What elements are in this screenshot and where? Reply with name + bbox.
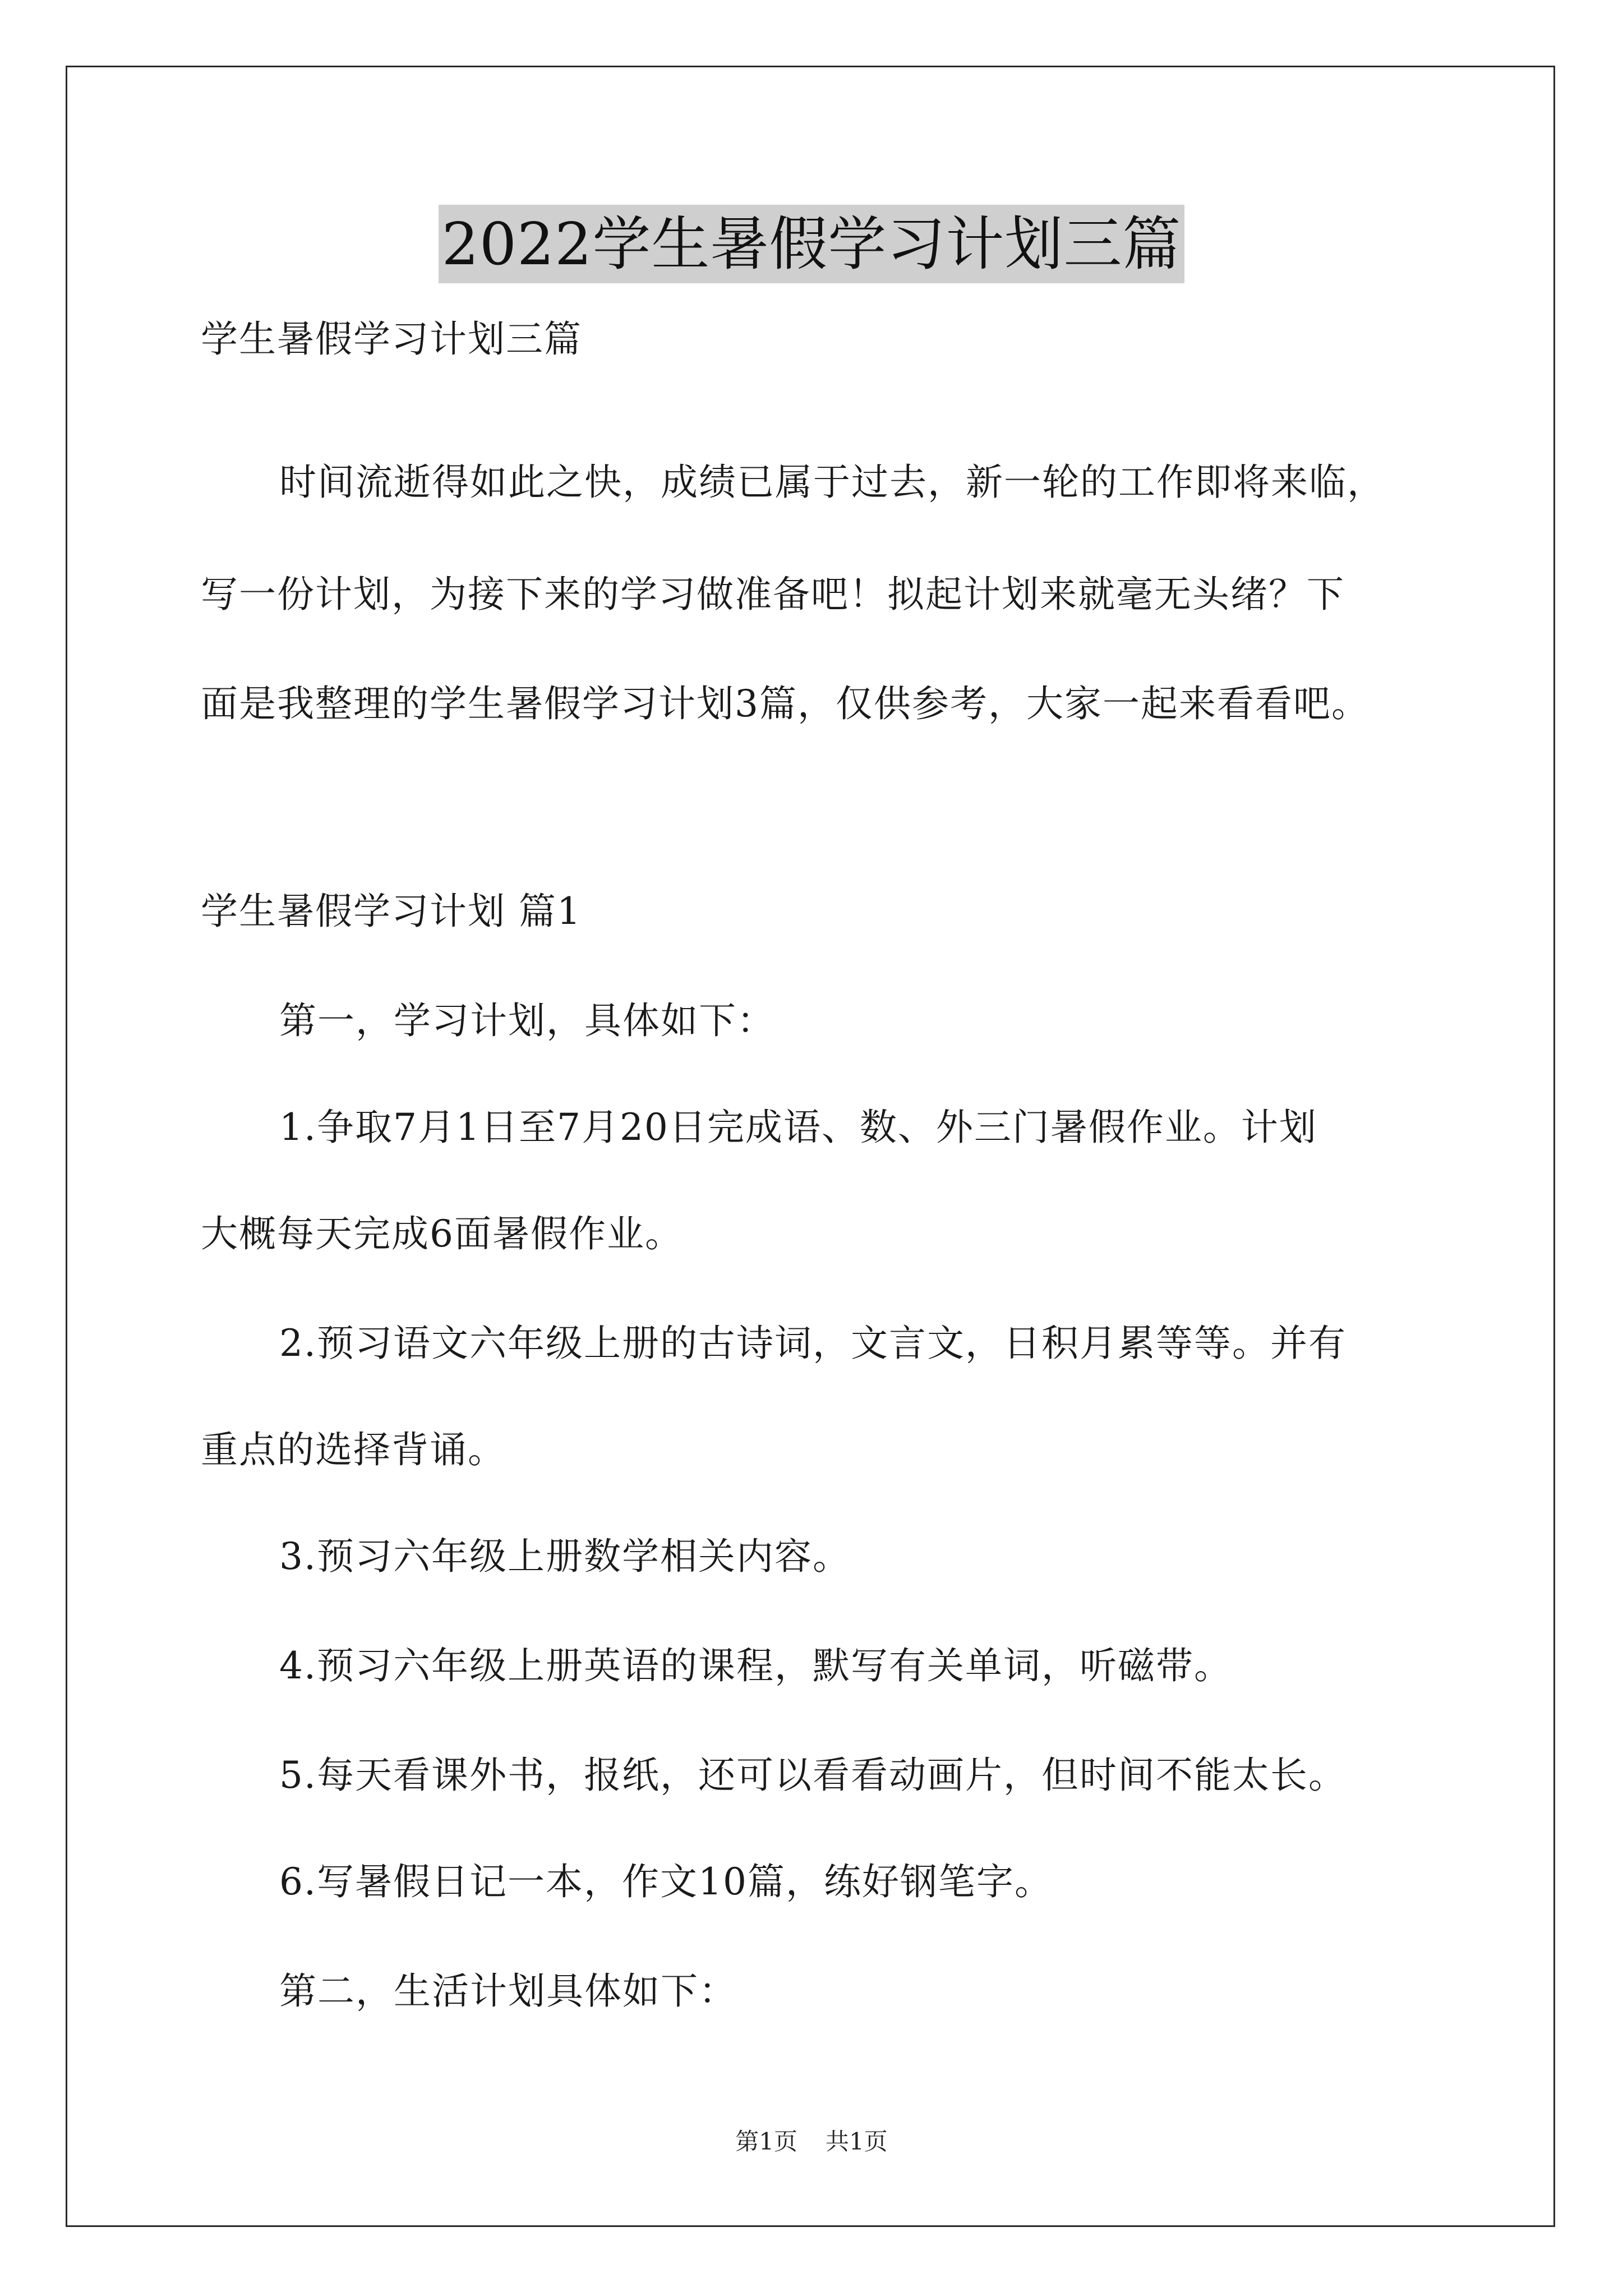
title-container bbox=[0, 205, 1623, 283]
body-line-10: 第二，生活计划具体如下： bbox=[279, 1970, 737, 2013]
body-line-3: 大概每天完成6面暑假作业。 bbox=[201, 1212, 683, 1255]
body-line-5: 重点的选择背诵。 bbox=[201, 1428, 506, 1471]
body-line-2: 1.争取7月1日至7月20日完成语、数、外三门暑假作业。计划 bbox=[279, 1106, 1317, 1149]
page-footer bbox=[0, 2126, 1623, 2157]
intro-line-2: 写一份计划，为接下来的学习做准备吧！拟起计划来就毫无头绪？下 bbox=[201, 573, 1345, 616]
intro-line-3: 面是我整理的学生暑假学习计划3篇，仅供参考，大家一起来看看吧。 bbox=[201, 682, 1370, 725]
page-number: 第1页 bbox=[735, 2128, 797, 2155]
body-line-6: 3.预习六年级上册数学相关内容。 bbox=[279, 1535, 851, 1578]
body-line-9: 6.写暑假日记一本，作文10篇，练好钢笔字。 bbox=[279, 1860, 1053, 1903]
body-line-1: 第一，学习计划，具体如下： bbox=[279, 999, 775, 1042]
page-total: 共1页 bbox=[826, 2128, 888, 2155]
subtitle: 学生暑假学习计划三篇 bbox=[201, 318, 582, 361]
intro-line-1: 时间流逝得如此之快，成绩已属于过去，新一轮的工作即将来临， bbox=[279, 461, 1385, 504]
body-line-7: 4.预习六年级上册英语的课程，默写有关单词，听磁带。 bbox=[279, 1644, 1232, 1687]
body-line-8: 5.每天看课外书，报纸，还可以看看动画片，但时间不能太长。 bbox=[279, 1754, 1347, 1797]
section-heading: 学生暑假学习计划 篇1 bbox=[201, 890, 582, 933]
body-line-4: 2.预习语文六年级上册的古诗词，文言文，日积月累等等。并有 bbox=[279, 1322, 1347, 1365]
document-title: 2022学生暑假学习计划三篇 bbox=[439, 205, 1185, 283]
